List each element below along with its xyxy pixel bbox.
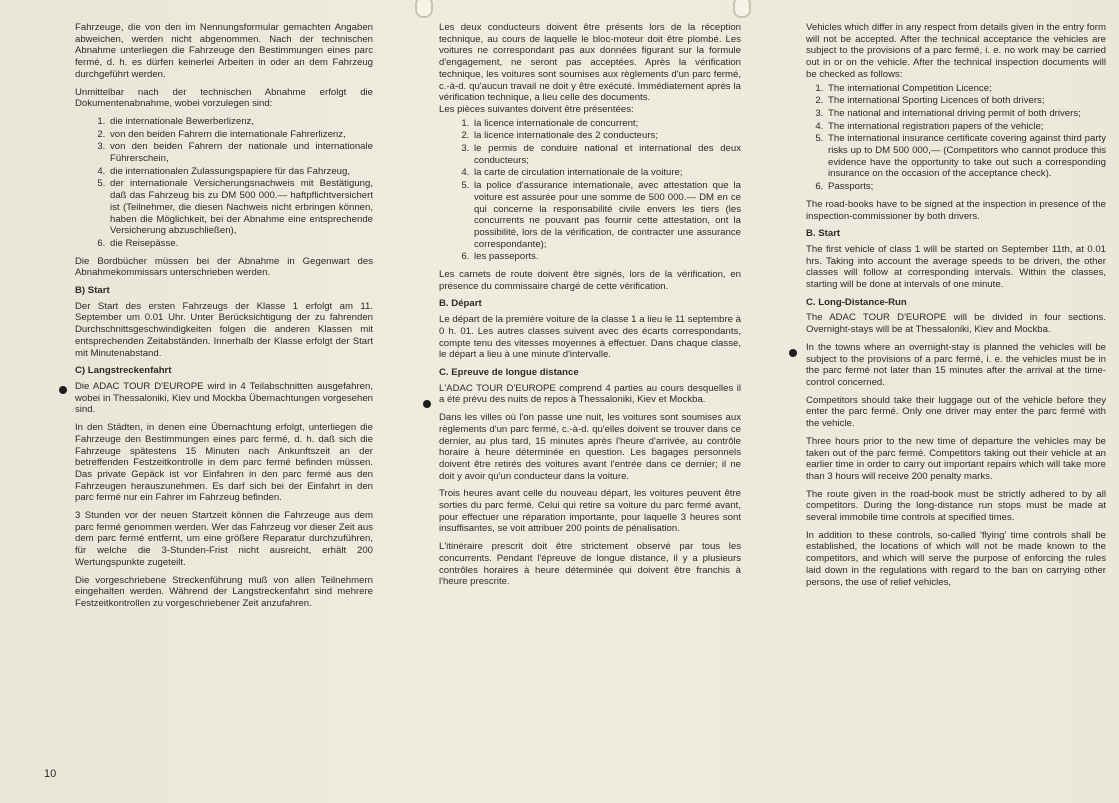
section-heading-long-distance: C. Long-Distance-Run: [806, 296, 907, 308]
list-item: 3. von den beiden Fahrern der nationale und internationale Führerschein,: [108, 141, 373, 164]
paragraph: The road-books have to be signed at the inspection in presence of the inspection-commissioner by both drivers.: [806, 198, 1106, 222]
paragraph: Die vorgeschriebene Streckenführung muß von allen Teilnehmern eingehalten werden. Während der Langstreckenfahrt sind mehrere Festzeitkontrollen zu vorgeschriebener Zeit anzufahren.: [75, 574, 373, 609]
document-list: [75, 116, 373, 250]
paragraph: In den Städten, in denen eine Übernachtung erfolgt, unterliegen die Fahrzeuge den Bestimmungen eines parc fermé, d. h. daß sich die Fahrzeuge spätestens 15 Minuten nach Ankunftszeit an der betreffenden Festzeitkontrolle in dem parc fermé befinden müssen. Das private Gepäck ist vor Einfahren in den parc fermé aus den Fahrzeugen herauszunehmen. Es darf sich bei der Einfahrt in den parc fermé nur ein Fahrer im Fahrzeug befinden.: [75, 422, 373, 504]
list-item: 6. die Reisepässe.: [108, 238, 373, 250]
paragraph: In addition to these controls, so-called 'flying' time controls shall be established, the locations of which will not be made known to the competitors, and which will serve the purpose of enforcing the rules laid down in the regulations with regard to the ban on carrying other persons, the use of relief vehicles,: [806, 529, 1106, 588]
list-item: 5. der internationale Versicherungsnachweis mit Bestätigung, daß das Fahrzeug bis zu DM 500 000.— haftpflichtversichert ist (Teilnehmer, die diesen Nachweis nicht erbringen können, haben die Möglichkeit, bei der Abnahme eine entsprechende Versicherung abzuschließen),: [108, 178, 373, 237]
list-item: 2. la licence internationale des 2 conducteurs;: [472, 130, 741, 142]
paragraph: Three hours prior to the new time of departure the vehicles may be taken out of the parc fermé. Competitors taking out their vehicle at an earlier time in order to carry out important repairs which will take more than 3 hours will receive 200 penalty marks.: [806, 435, 1106, 482]
section-heading-long-distance: C) Langstreckenfahrt: [75, 365, 172, 377]
english-column: [806, 22, 1106, 594]
paragraph: Vehicles which differ in any respect from details given in the entry form will not be accepted. After the technical acceptance the vehicles are subject to the provisions of a parc fermé, i. e. no work may be carried out in or on the vehicle. After the technical inspection documents will be checked as follows:: [806, 22, 1106, 80]
list-item: 1. The international Competition Licence;: [826, 83, 1106, 95]
list-item: 2. The international Sporting Licences of both drivers;: [826, 95, 1106, 107]
binder-ring-left: [415, 0, 433, 18]
paragraph: Les carnets de route doivent être signés, lors de la vérification, en présence du commissaire chargé de cette vérification.: [439, 269, 741, 292]
margin-bullet-marker: [423, 400, 431, 408]
list-item: 3. The national and international driving permit of both drivers;: [826, 108, 1106, 120]
section-heading-start: B) Start: [75, 285, 110, 297]
document-list: [439, 118, 741, 263]
paragraph: Fahrzeuge, die von den im Nennungsformular gemachten Angaben abweichen, werden nicht abgenommen. Nach der technischen Abnahme unterliegen die Fahrzeuge den Bestimmungen eines parc fermé, d. h. es dürfen keinerlei Arbeiten in oder an dem Fahrzeug durchgeführt werden.: [75, 22, 373, 80]
margin-bullet-marker: [789, 349, 797, 357]
paragraph: Competitors should take their luggage out of the vehicle before they enter the parc fermé. Only one driver may enter the parc fermé with the vehicle.: [806, 394, 1106, 430]
paragraph: Der Start des ersten Fahrzeugs der Klasse 1 erfolgt am 11. September um 0.01 Uhr. Unter Berücksichtigung der zu fahrenden Durchschnittsgeschwindigkeiten folgen die anderen Klassen mit entsprechenden Zeitabständen. Innerhalb der Klasse erfolgt der Start mit Minutenabstand.: [75, 300, 373, 359]
paragraph: 3 Stunden vor der neuen Startzeit können die Fahrzeuge aus dem parc fermé genommen werden. Wer das Fahrzeug vor dieser Zeit aus dem parc fermé entfernt, um eine größere Reparatur durchzuführen, für welche die 3-Stunden-Frist nicht ausreicht, erhält 200 Wertungspunkte zugeteilt.: [75, 510, 373, 568]
paragraph: Le départ de la première voiture de la classe 1 a lieu le 11 septembre à 0 h. 01. Les autres classes suivent avec des écarts correspondants, compte tenu des vitesses moyennes à effectuer. Dans chaque classe, le départ a lieu à une minute d'intervalle.: [439, 314, 741, 361]
paragraph: In the towns where an overnight-stay is planned the vehicles will be subject to the provisions of a parc fermé, i. e. the vehicles must be in the parc fermé not later than 15 minutes after the arrival at the time-control concerned.: [806, 341, 1106, 388]
paragraph: Dans les villes où l'on passe une nuit, les voitures sont soumises aux règlements d'un parc fermé, c.-à-d. qu'elles doivent se trouver dans ce dernier, au plus tard, 15 minutes après l'heure d'arrivée, au contrôle horaire à heure déterminée en question. Les bagages personnels doivent être retirés des voitures avant l'entrée dans ce dernier; il ne doit y avoir qu'un conducteur dans la voiture.: [439, 412, 741, 482]
list-item: 5. la police d'assurance internationale, avec attestation que la voiture est assurée pour une somme de 500 000.— DM en ce qui concerne la responsabilité civile envers les tiers (les concurrents ne pouvant pas fournir cette attestation, ont la possibilité, lors de la vérification, de contracter une assurance correspondante);: [472, 180, 741, 250]
paragraph: Die ADAC TOUR D'EUROPE wird in 4 Teilabschnitten ausgefahren, wobei in Thessaloniki, Kiev und Mockba Übernachtungen vorgesehen sind.: [75, 380, 373, 416]
paragraph: L'itinéraire prescrit doit être strictement observé par tous les concurrents. Pendant l'épreuve de longue distance, il y a plusieurs contrôles horaires à heure déterminée qui doivent être franchis à l'heure prescrite.: [439, 541, 741, 588]
paragraph: L'ADAC TOUR D'EUROPE comprend 4 parties au cours desquelles il a été prévu des nuits de repos à Thessaloniki, Kiev et Mockba.: [439, 382, 741, 406]
list-item: 4. The international registration papers of the vehicle;: [826, 121, 1106, 133]
list-item: 6. Passports;: [826, 181, 1106, 193]
paragraph: The route given in the road-book must be strictly adhered to by all competitors. During the long-distance run stops must be made at several immobile time controls at specified times.: [806, 488, 1106, 524]
paragraph: Unmittelbar nach der technischen Abnahme erfolgt die Dokumentenabnahme, wobei vorzulegen sind:: [75, 86, 373, 110]
paragraph: Die Bordbücher müssen bei der Abnahme in Gegenwart des Abnahmekommissars unterschrieben werden.: [75, 255, 373, 279]
list-item: 4. la carte de circulation internationale de la voiture;: [472, 167, 741, 179]
paragraph: The ADAC TOUR D'EUROPE will be divided in four sections. Overnight-stays will be at Thessaloniki, Kiev and Mockba.: [806, 312, 1106, 336]
list-item: 4. die internationalen Zulassungspapiere für das Fahrzeug,: [108, 166, 373, 178]
list-item: 1. la licence internationale de concurrent;: [472, 118, 741, 130]
page-number: 10: [44, 768, 57, 780]
binder-ring-right: [733, 0, 751, 18]
paragraph: Les pièces suivantes doivent être présentées:: [439, 103, 634, 115]
margin-bullet-marker: [59, 386, 67, 394]
section-heading-start: B. Départ: [439, 298, 482, 310]
paragraph: Les deux conducteurs doivent être présents lors de la réception technique, au cours de laquelle le bloc-moteur doit être plombé. Les voitures ne correspondant pas aux données figurant sur la formule d'engagement, ne seront pas acceptées. Après la vérification technique, les voitures sont soumises aux règlements d'un parc fermé, c.-à-d. qu'aucun travail ne doit y être exécuté. Immédiatement après la vérification technique, a lieu celle des documents.: [439, 22, 741, 104]
german-column: [75, 22, 373, 616]
list-item: 1. die internationale Bewerberlizenz,: [108, 116, 373, 128]
section-heading-long-distance: C. Epreuve de longue distance: [439, 366, 579, 378]
list-item: 3. le permis de conduire national et international des deux conducteurs;: [472, 143, 741, 166]
list-item: 2. von den beiden Fahrern die internationale Fahrerlizenz,: [108, 129, 373, 141]
paragraph: The first vehicle of class 1 will be started on September 11th, at 0.01 hrs. Taking into account the average speeds to be driven, the other classes will follow at corresponding intervals. Within the classes, starting will be done at intervals of one minute.: [806, 243, 1106, 291]
section-heading-start: B. Start: [806, 228, 841, 240]
document-list: [806, 83, 1106, 193]
paragraph: Trois heures avant celle du nouveau départ, les voitures peuvent être sorties du parc fermé. Celui qui retire sa voiture du parc fermé avant, pour effectuer une réparation importante, pour laquelle 3 heures sont insuffisantes, se voit attribuer 200 points de pénalisation.: [439, 488, 741, 535]
french-column: [439, 22, 741, 594]
list-item: 6. les passeports.: [472, 251, 741, 263]
list-item: 5. The international insurance certificate covering against third party risks up to DM 500 000,— (Competitors who cannot produce this evidence have the opportunity to take out such a corresponding insurance on the occasion of the acceptance check).: [826, 133, 1106, 180]
